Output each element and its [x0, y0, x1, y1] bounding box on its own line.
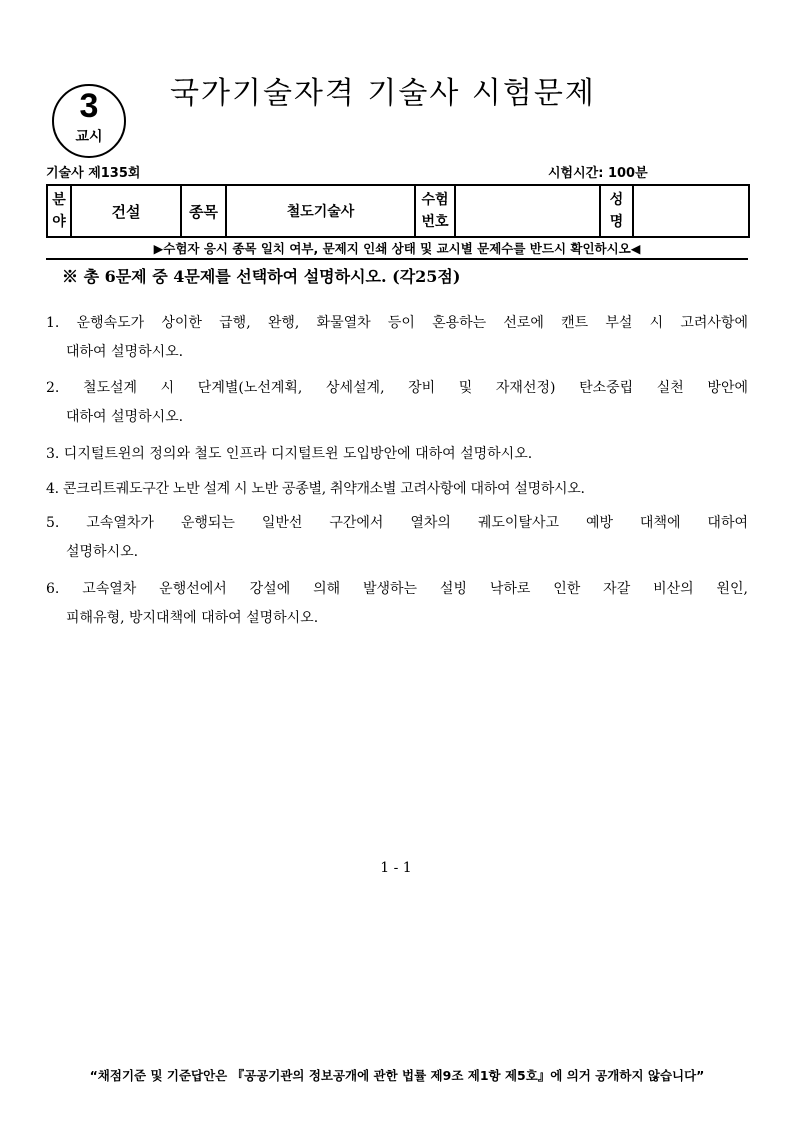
question-text: 2. 철도설계 시 단계별(노선계획, 상세설계, 장비 및 자재선정) 탄소중립 실천 방안에 [46, 380, 748, 396]
question-6 [46, 575, 748, 633]
exam-number-label [415, 185, 455, 237]
session-label: 교시 [75, 129, 103, 145]
session-number: 3 [79, 87, 99, 125]
question-text: 3. 디지털트윈의 정의와 철도 인프라 디지털트윈 도입방안에 대하여 설명하시오. [46, 446, 533, 462]
name-label [600, 185, 633, 237]
page-number: 1 - 1 [380, 860, 412, 876]
exam-number-label-line2: 번호 [421, 214, 449, 230]
field-value: 건설 [71, 185, 181, 237]
category-label: 종목 [181, 185, 226, 237]
question-continuation: 대하여 설명하시오. [66, 344, 184, 360]
question-continuation: 설명하시오. [66, 544, 139, 560]
question-1 [46, 309, 748, 367]
question-4 [46, 475, 748, 504]
page-title: 국가기술자격 기술사 시험문제 [170, 76, 596, 111]
field-label-line1: 분 [52, 192, 66, 208]
exam-number-label-line1: 수험 [421, 192, 449, 208]
name-label-line2: 명 [609, 214, 624, 230]
question-continuation: 대하여 설명하시오. [66, 409, 184, 425]
exam-time: 시험시간: 100분 [548, 166, 648, 181]
question-5 [46, 509, 748, 567]
divider [46, 258, 748, 260]
question-2 [46, 374, 748, 432]
field-label-line2: 야 [52, 214, 66, 230]
question-text: 1. 운행속도가 상이한 급행, 완행, 화물열차 등이 혼용하는 선로에 캔트 부설 시 고려사항에 [46, 315, 748, 331]
exam-round: 기술사 제135회 [46, 166, 141, 181]
question-3 [46, 440, 748, 469]
category-value: 철도기술사 [226, 185, 415, 237]
notice: ▶수험자 응시 종목 일치 여부, 문제지 인쇄 상태 및 교시별 문제수를 반드시 확인하시오◀ [153, 241, 641, 256]
footer-disclaimer: “채점기준 및 기준답안은 『공공기관의 정보공개에 관한 법률 제9조 제1항 제5호』에 의거 공개하지 않습니다” [89, 1068, 705, 1083]
question-text: 4. 콘크리트궤도구간 노반 설계 시 노반 공종별, 취약개소별 고려사항에 대하여 설명하시오. [46, 481, 585, 497]
name-label-line1: 성 [609, 192, 624, 208]
exam-info-table [46, 184, 750, 238]
question-text: 5. 고속열차가 운행되는 일반선 구간에서 열차의 궤도이탈사고 예방 대책에 대하여 [46, 515, 748, 531]
instruction: ※ 총 6문제 중 4문제를 선택하여 설명하시오. (각25점) [62, 267, 461, 286]
field-label [47, 185, 71, 237]
question-text: 6. 고속열차 운행선에서 강설에 의해 발생하는 설빙 낙하로 인한 자갈 비산의 원인, [46, 581, 748, 597]
name-field[interactable] [633, 185, 749, 237]
question-continuation: 피해유형, 방지대책에 대하여 설명하시오. [66, 610, 319, 626]
exam-number-field[interactable] [455, 185, 600, 237]
